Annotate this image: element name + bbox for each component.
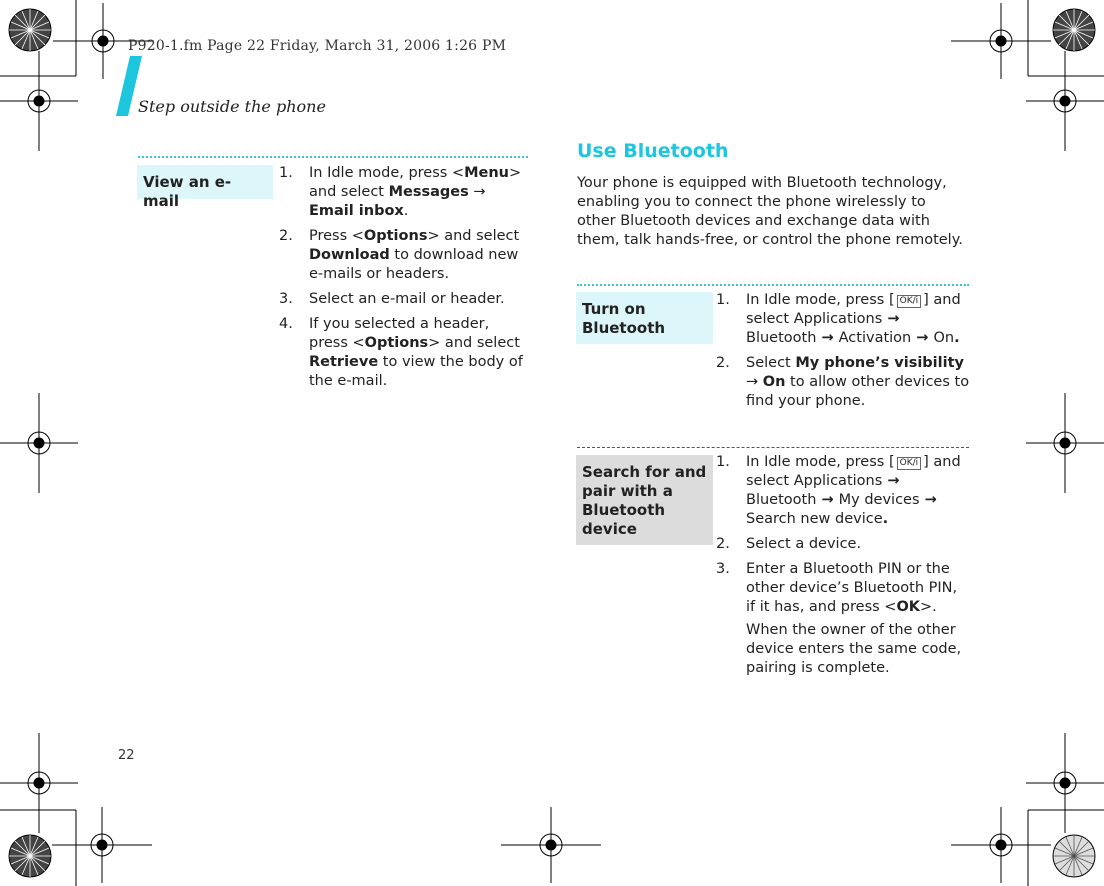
step-text	[746, 536, 861, 552]
step-keyword: Options	[364, 335, 429, 351]
step-text-segment: If you selected a header, press <	[309, 316, 490, 351]
pairing-note: When the owner of the other device enters the same code, pairing is complete.	[746, 622, 962, 676]
step-text-segment: ] and select	[746, 454, 961, 489]
step-item	[279, 227, 529, 284]
step-text-segment: On	[933, 330, 955, 346]
search-pair-steps-list	[716, 453, 970, 623]
step-number: 2.	[716, 536, 730, 552]
step-keyword: Options	[363, 228, 428, 244]
step-keyword: .	[882, 511, 889, 527]
step-text	[746, 561, 957, 615]
step-text-segment: > and select	[428, 335, 520, 351]
ok-key-icon: OK/i	[897, 295, 922, 308]
step-text-segment: Select an e-mail or header.	[309, 291, 505, 307]
step-text-segment: > and select	[427, 228, 520, 244]
step-keyword: .	[954, 330, 960, 346]
left-steps-list	[279, 164, 529, 397]
section-divider	[138, 156, 528, 158]
step-number: 2.	[716, 355, 730, 371]
step-text-segment: to allow other devices to find your phone.	[746, 374, 970, 409]
step-item	[716, 453, 970, 529]
step-keyword: My phone’s visibility	[795, 355, 964, 371]
step-keyword: →	[919, 492, 937, 508]
step-text-segment: Select a device.	[746, 536, 862, 552]
step-number: 2.	[279, 228, 293, 244]
step-number: 4.	[279, 316, 293, 332]
step-text-segment: .	[403, 203, 409, 219]
step-text-segment: > and select	[309, 165, 522, 200]
step-text-segment: Search new device	[746, 511, 883, 527]
step-text-segment: Enter a Bluetooth PIN or the other device’s Bluetooth PIN, if it has, and press <	[746, 561, 958, 615]
step-keyword: Retrieve	[309, 354, 379, 370]
step-keyword: Messages	[388, 184, 469, 200]
step-text	[746, 454, 961, 527]
step-item	[716, 535, 970, 554]
left-section-label: View an e-mail	[137, 165, 273, 199]
step-number: 3.	[279, 291, 293, 307]
step-text	[746, 292, 961, 346]
step-text-segment: My devices	[838, 492, 920, 508]
step-keyword: On	[762, 374, 786, 390]
step-number: 3.	[716, 561, 730, 577]
turn-on-steps-list	[716, 291, 970, 417]
step-keyword: →	[882, 473, 900, 489]
step-text-segment: Select	[746, 355, 796, 371]
step-text-segment: →	[468, 184, 486, 200]
step-text-segment: ] and select	[746, 292, 961, 327]
step-text-segment: to view the body of the e-mail.	[309, 354, 523, 389]
page-number: 22	[118, 748, 135, 763]
step-text	[309, 228, 519, 282]
step-text-segment: In Idle mode, press [	[746, 454, 895, 470]
step-text-segment: Bluetooth	[746, 330, 817, 346]
step-keyword: OK	[896, 599, 920, 615]
step-number: 1.	[716, 292, 730, 308]
step-text-segment: >.	[920, 599, 937, 615]
step-text	[309, 165, 521, 219]
step-text-segment: Press <	[309, 228, 364, 244]
section-divider	[577, 447, 969, 448]
intro-paragraph: Your phone is equipped with Bluetooth technology, enabling you to connect the phone wirelessly to other Bluetooth devices and exchange data with them, talk hands-free, or control the phone remotely.	[577, 175, 963, 248]
step-item	[279, 290, 529, 309]
step-text-segment: Applications	[793, 473, 883, 489]
step-text	[746, 355, 969, 409]
step-item	[279, 315, 529, 391]
step-number: 1.	[716, 454, 730, 470]
step-text	[309, 316, 523, 389]
step-text-segment: In Idle mode, press [	[746, 292, 895, 308]
step-number: 1.	[279, 165, 293, 181]
ok-key-icon: OK/i	[897, 457, 922, 470]
section-divider	[577, 284, 969, 286]
step-item	[716, 560, 970, 617]
star-targets	[9, 9, 1095, 877]
running-head: Step outside the phone	[138, 97, 326, 116]
step-text	[309, 291, 505, 307]
step-keyword: →	[816, 492, 839, 508]
step-keyword: Download	[309, 247, 390, 263]
page-title: Use Bluetooth	[577, 140, 729, 162]
step-keyword: →	[911, 330, 934, 346]
step-text-segment: Activation	[838, 330, 912, 346]
step-keyword: Email inbox	[309, 203, 404, 219]
step-text-segment: In Idle mode, press <	[309, 165, 465, 181]
registration-marks	[0, 3, 1104, 883]
step-text-segment: Applications	[793, 311, 883, 327]
search-pair-label: Search for and pair with a Bluetooth device	[576, 455, 713, 545]
step-item	[716, 354, 970, 411]
step-keyword: Menu	[464, 165, 510, 181]
turn-on-bluetooth-label: Turn on Bluetooth	[576, 292, 713, 344]
step-text-segment: Bluetooth	[746, 492, 817, 508]
step-text-segment: to download new e-mails or headers.	[309, 247, 519, 282]
step-item	[279, 164, 529, 221]
step-item	[716, 291, 970, 348]
print-header: P920-1.fm Page 22 Friday, March 31, 2006 1:26 PM	[128, 38, 507, 54]
step-text-segment: →	[746, 374, 763, 390]
step-keyword: →	[816, 330, 839, 346]
step-keyword: →	[882, 311, 900, 327]
